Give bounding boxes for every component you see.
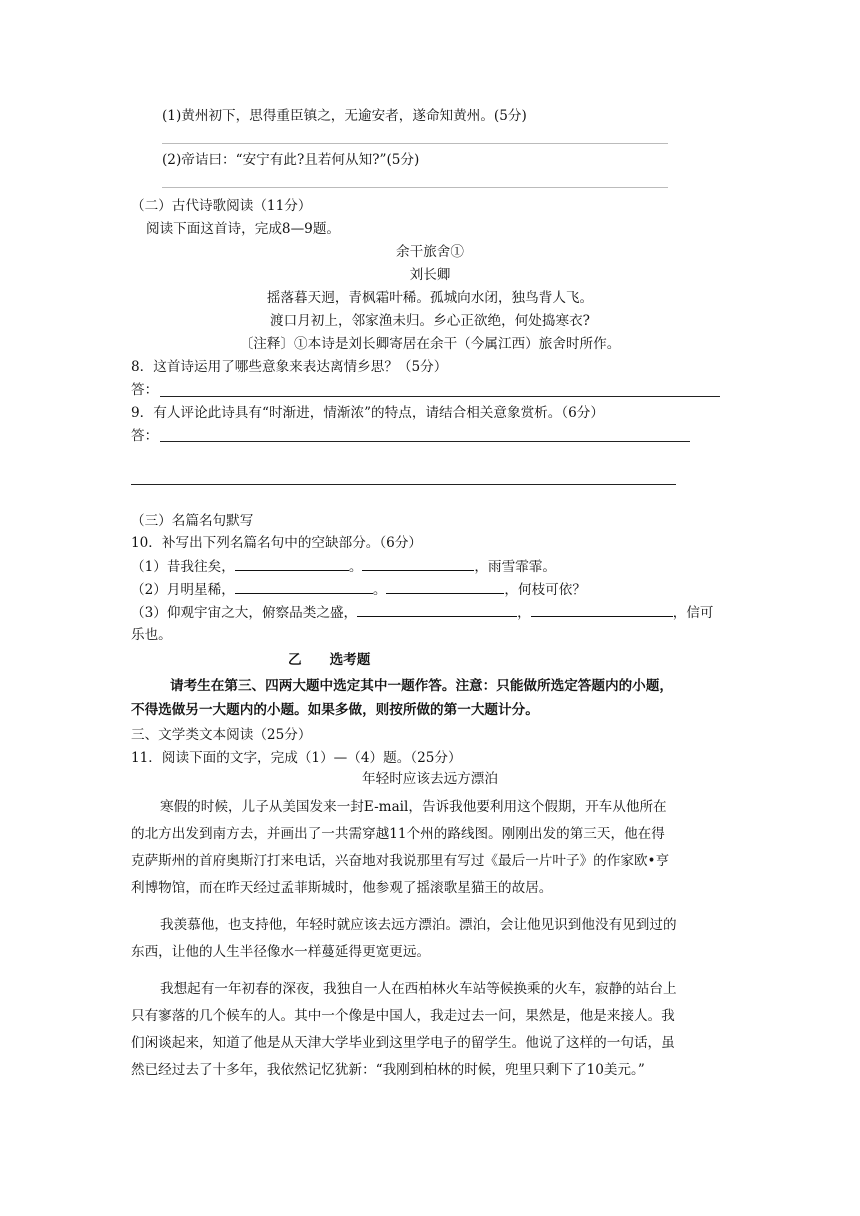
elective-notice: 不得选做另一大题内的小题。如果多做，则按所做的第一大题计分。: [131, 702, 539, 718]
elective-heading-text: 选考题: [329, 652, 371, 668]
question-8: 8．这首诗运用了哪些意象来表达离情乡思？（5分）: [131, 359, 448, 375]
recitation-text: ，: [517, 605, 531, 621]
section-heading-literary: 三、文学类文本阅读（25分）: [131, 727, 312, 743]
question-10: 10．补写出下列名篇名句中的空缺部分。（6分）: [131, 535, 423, 551]
recitation-text: 。: [372, 582, 387, 598]
blank-field[interactable]: [235, 579, 373, 594]
elective-heading-letter: 乙: [288, 652, 302, 668]
paragraph-line: 们闲谈起来，知道了他是从天津大学毕业到这里学电子的留学生。他说了这样的一句话，虽: [131, 1035, 675, 1051]
recitation-item-3: [131, 602, 714, 623]
poem-title: 余干旅舍①: [396, 244, 464, 260]
paragraph-line: 东西，让他的人生半径像水一样蔓延得更宽更远。: [131, 944, 431, 960]
answer-line[interactable]: [160, 396, 720, 397]
recitation-text: ，雨雪霏霏。: [474, 559, 556, 575]
elective-notice: 请考生在第三、四两大题中选定其中一题作答。注意：只能做所选定答题内的小题，: [170, 678, 673, 694]
answer-rule: [162, 143, 668, 144]
paragraph-line: 然已经过去了十多年，我依然记忆犹新：“我刚到柏林的时候，兜里只剩下了10美元。”: [131, 1062, 645, 1078]
blank-field[interactable]: [357, 602, 517, 617]
answer-label: 答：: [131, 382, 159, 398]
blank-field[interactable]: [362, 556, 474, 571]
section-heading-poetry: （二）古代诗歌阅读（11分）: [131, 198, 312, 214]
question-11: 11．阅读下面的文字，完成（1）—（4）题。（25分）: [131, 750, 462, 766]
blank-field[interactable]: [531, 602, 673, 617]
paragraph-line: 寒假的时候，儿子从美国发来一封E-mail，告诉我他要利用这个假期，开车从他所在: [160, 799, 667, 815]
question-9: 9．有人评论此诗具有“时渐进，情渐浓”的特点，请结合相关意象赏析。（6分）: [131, 405, 604, 421]
recitation-item-2: [131, 579, 586, 600]
poem-line: 摇落暮天迥，青枫霜叶稀。孤城向水闭，独鸟背人飞。: [266, 290, 594, 306]
paragraph-line: 利博物馆，而在昨天经过孟菲斯城时，他参观了摇滚歌星猫王的故居。: [131, 880, 553, 896]
poetry-instruction: 阅读下面这首诗，完成8—9题。: [146, 221, 341, 237]
answer-rule: [162, 187, 668, 188]
recitation-item-1: [131, 556, 556, 577]
recitation-text: （3）仰观宇宙之大，俯察品类之盛，: [131, 605, 358, 621]
article-title: 年轻时应该去远方漂泊: [362, 771, 498, 787]
blank-field[interactable]: [386, 579, 504, 594]
paragraph-line: 只有寥落的几个候车的人。其中一个像是中国人，我走过去一问，果然是，他是来接人。我: [131, 1008, 675, 1024]
paragraph-line: 的北方出发到南方去，并画出了一共需穿越11个州的路线图。刚刚出发的第三天，他在得: [131, 826, 665, 842]
answer-line[interactable]: [131, 484, 676, 485]
paragraph-line: 我想起有一年初春的深夜，我独自一人在西柏林火车站等候换乘的火车，寂静的站台上: [160, 981, 677, 997]
translation-question-1: (1)黄州初下，思得重臣镇之，无逾安者，遂命知黄州。(5分): [162, 108, 527, 124]
section-heading-recitation: （三）名篇名句默写: [131, 513, 254, 529]
recitation-item-3-continued: 乐也。: [131, 627, 172, 643]
paragraph-line: 我羡慕他，也支持他，年轻时就应该去远方漂泊。漂泊，会让他见识到他没有见到过的: [160, 917, 677, 933]
answer-line[interactable]: [160, 441, 690, 442]
answer-label: 答：: [131, 428, 159, 444]
translation-question-2: (2)帝诘曰：“安宁有此?且若何从知?”(5分): [162, 152, 420, 168]
recitation-text: 。: [348, 559, 363, 575]
poem-line: 渡口月初上，邻家渔未归。乡心正欲绝，何处捣寒衣?: [270, 313, 590, 329]
recitation-text: ，信可: [672, 605, 714, 621]
poem-note: 〔注释〕①本诗是刘长卿寄居在余干（今属江西）旅舍时所作。: [239, 336, 621, 352]
paragraph-line: 克萨斯州的首府奥斯汀打来电话，兴奋地对我说那里有写过《最后一片叶子》的作家欧•亨: [131, 853, 670, 869]
recitation-text: ，何枝可依？: [504, 582, 586, 598]
poem-author: 刘长卿: [409, 267, 451, 283]
elective-heading: [288, 650, 370, 670]
blank-field[interactable]: [235, 556, 349, 571]
recitation-text: （1）昔我往矣，: [131, 559, 235, 575]
recitation-text: （2）月明星稀，: [131, 582, 235, 598]
